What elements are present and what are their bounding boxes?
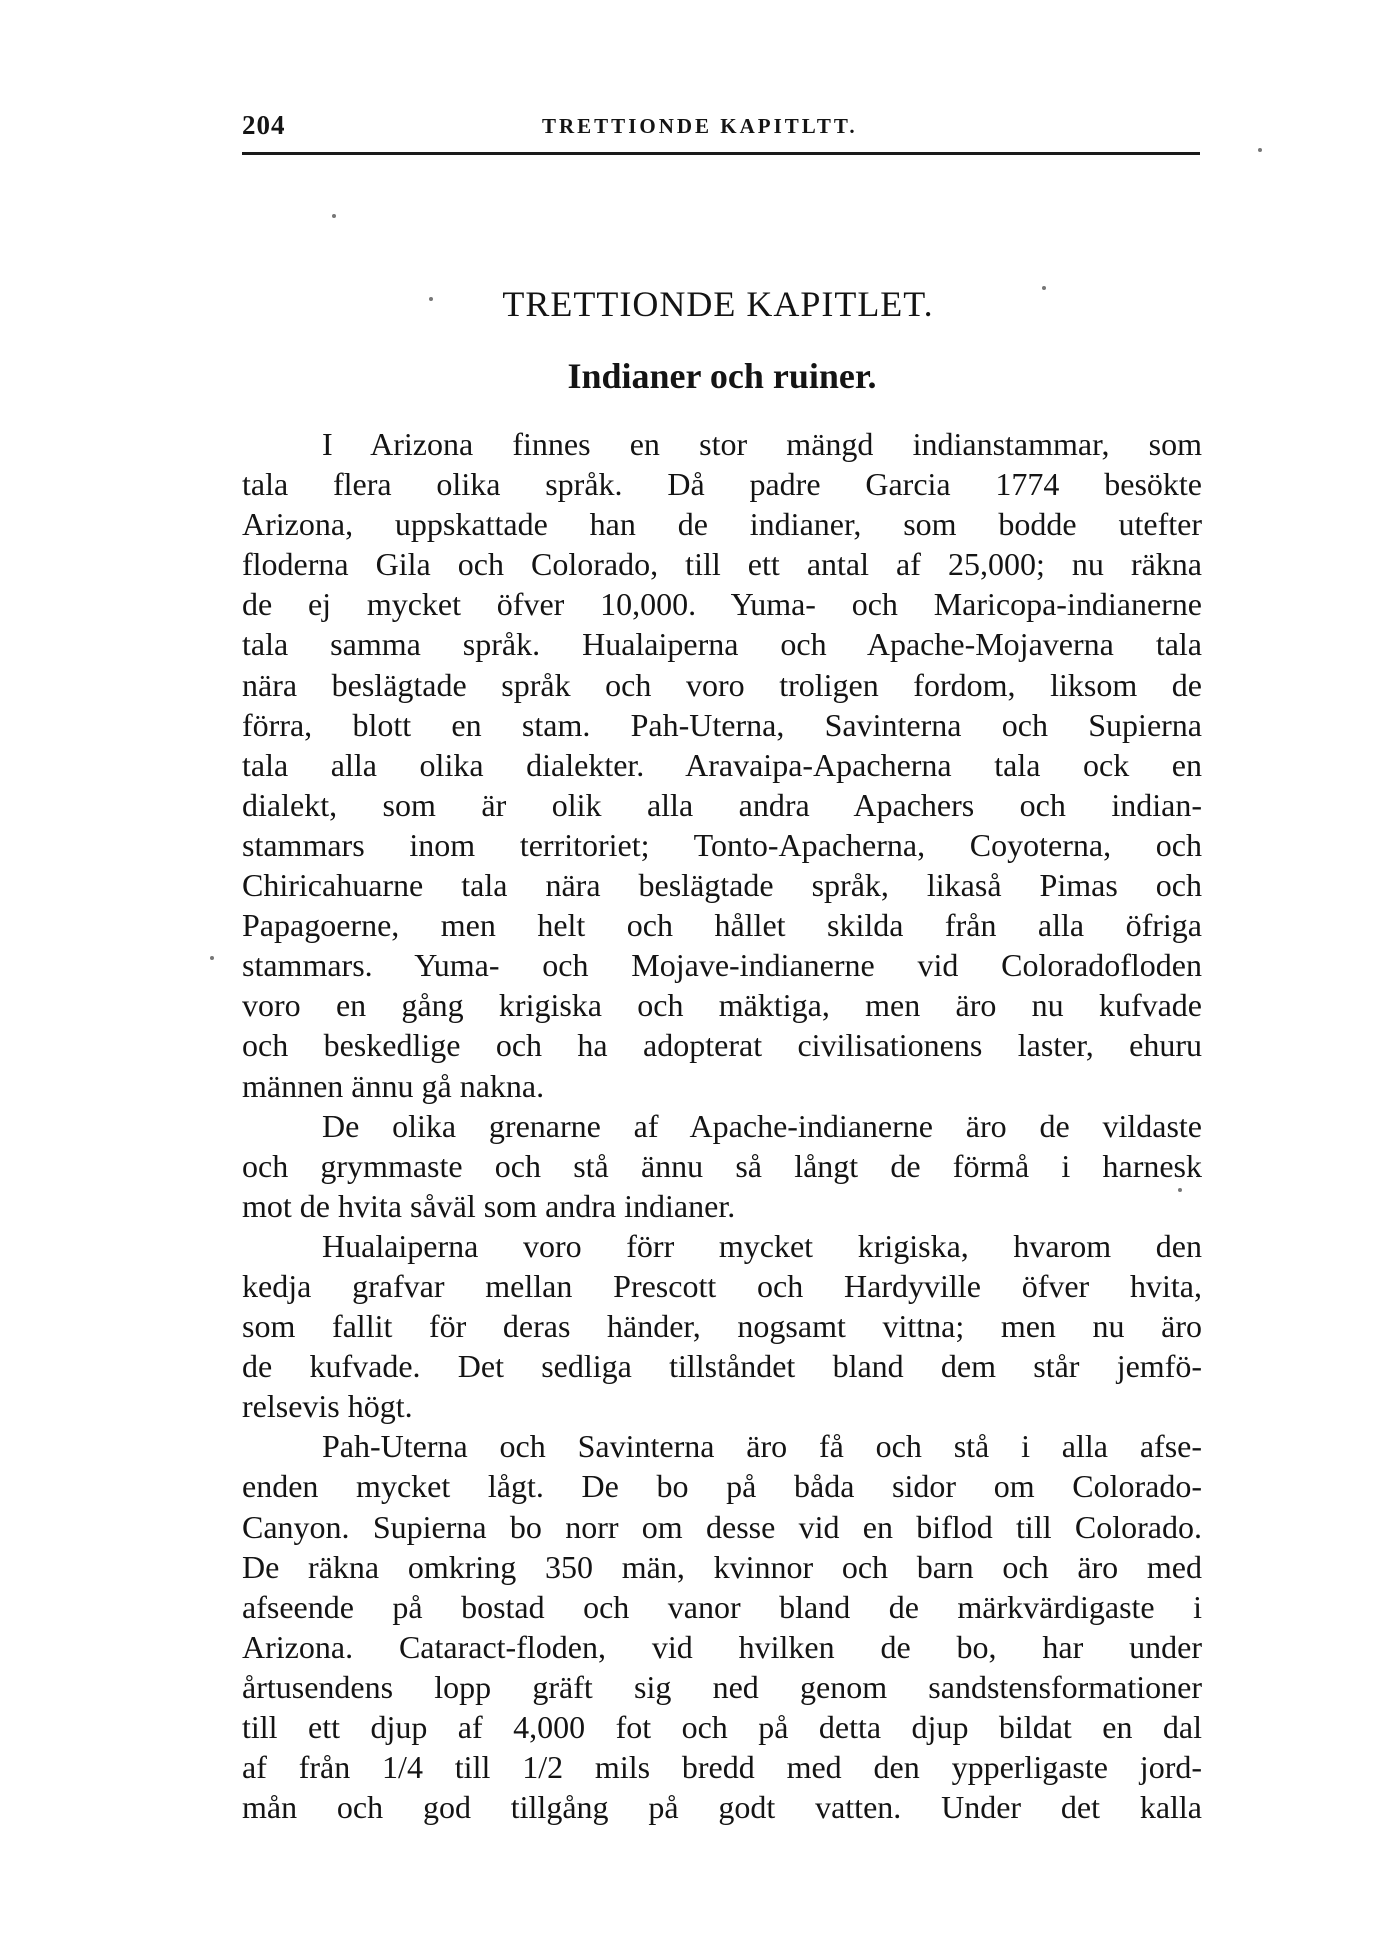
- section-title: Indianer och ruiner.: [567, 356, 877, 396]
- text-line: mån och god tillgång på godt vatten. Under det kalla: [242, 1789, 1202, 1826]
- text-line: floderna Gila och Colorado, till ett antal af 25,000; nu räkna: [242, 546, 1202, 583]
- chapter-heading: TRETTIONDE KAPITLET.: [502, 284, 934, 324]
- text-line: de kufvade. Det sedliga tillståndet bland dem står jemfö-: [242, 1348, 1202, 1385]
- text-line: af från 1/4 till 1/2 mils bredd med den ypperligaste jord-: [242, 1749, 1202, 1786]
- scan-speck: [1178, 1188, 1182, 1192]
- text-line: De räkna omkring 350 män, kvinnor och barn och äro med: [242, 1548, 1202, 1585]
- text-line: stammars inom territoriet; Tonto-Apacherna, Coyoterna, och: [242, 826, 1202, 863]
- text-line: Arizona. Cataract-floden, vid hvilken de bo, har under: [242, 1628, 1202, 1665]
- text-line: Papagoerne, men helt och hållet skilda från alla öfriga: [242, 907, 1202, 944]
- text-line: stammars. Yuma- och Mojave-indianerne vid Coloradofloden: [242, 947, 1202, 984]
- scan-speck: [210, 956, 214, 960]
- text-line: Canyon. Supierna bo norr om desse vid en biflod till Colorado.: [242, 1508, 1202, 1545]
- scan-speck: [1258, 148, 1262, 152]
- text-line: och grymmaste och stå ännu så långt de förmå i harnesk: [242, 1147, 1202, 1184]
- running-title: TRETTIONDE KAPITLTT.: [542, 114, 858, 138]
- text-line: Chiricahuarne tala nära beslägtade språk, likaså Pimas och: [242, 867, 1202, 904]
- text-line: tala alla olika dialekter. Aravaipa-Apacherna tala ock en: [242, 746, 1202, 783]
- body-text: [242, 424, 1202, 1827]
- scan-speck: [429, 297, 433, 301]
- running-header: [242, 106, 1200, 155]
- text-line: I Arizona finnes en stor mängd indianstammar, som: [322, 426, 1202, 462]
- text-line: männen ännu gå nakna.: [242, 1067, 545, 1104]
- scan-speck: [1042, 286, 1046, 290]
- scan-speck: [332, 214, 336, 218]
- text-line: De olika grenarne af Apache-indianerne äro de vildaste: [322, 1107, 1202, 1144]
- text-line: till ett djup af 4,000 fot och på detta djup bildat en dal: [242, 1709, 1202, 1745]
- text-line: förra, blott en stam. Pah-Uterna, Savinterna och Supierna: [242, 706, 1202, 743]
- text-line: mot de hvita såväl som andra indianer.: [242, 1187, 736, 1224]
- text-line: dialekt, som är olik alla andra Apachers och indian-: [242, 786, 1202, 823]
- text-line: Hualaiperna voro förr mycket krigiska, hvarom den: [322, 1227, 1202, 1264]
- text-line: enden mycket lågt. De bo på båda sidor om Colorado-: [242, 1468, 1202, 1505]
- text-line: årtusendens lopp gräft sig ned genom sandstensformationer: [242, 1668, 1202, 1705]
- text-line: som fallit för deras händer, nogsamt vittna; men nu äro: [242, 1308, 1202, 1345]
- text-line: relsevis högt.: [242, 1388, 413, 1425]
- text-line: afseende på bostad och vanor bland de märkvärdigaste i: [242, 1588, 1202, 1625]
- text-line: tala flera olika språk. Då padre Garcia 1774 besökte: [242, 466, 1202, 503]
- text-line: de ej mycket öfver 10,000. Yuma- och Maricopa-indianerne: [242, 586, 1202, 623]
- text-line: och beskedlige och ha adopterat civilisationens laster, ehuru: [242, 1027, 1202, 1064]
- text-line: Pah-Uterna och Savinterna äro få och stå i alla afse-: [322, 1428, 1202, 1465]
- text-line: voro en gång krigiska och mäktiga, men äro nu kufvade: [242, 987, 1202, 1024]
- text-line: kedja grafvar mellan Prescott och Hardyville öfver hvita,: [242, 1267, 1202, 1304]
- page-number: 204: [242, 110, 286, 140]
- text-line: nära beslägtade språk och voro troligen fordom, liksom de: [242, 666, 1202, 703]
- text-line: tala samma språk. Hualaiperna och Apache-Mojaverna tala: [242, 626, 1202, 663]
- text-line: Arizona, uppskattade han de indianer, som bodde utefter: [242, 506, 1202, 543]
